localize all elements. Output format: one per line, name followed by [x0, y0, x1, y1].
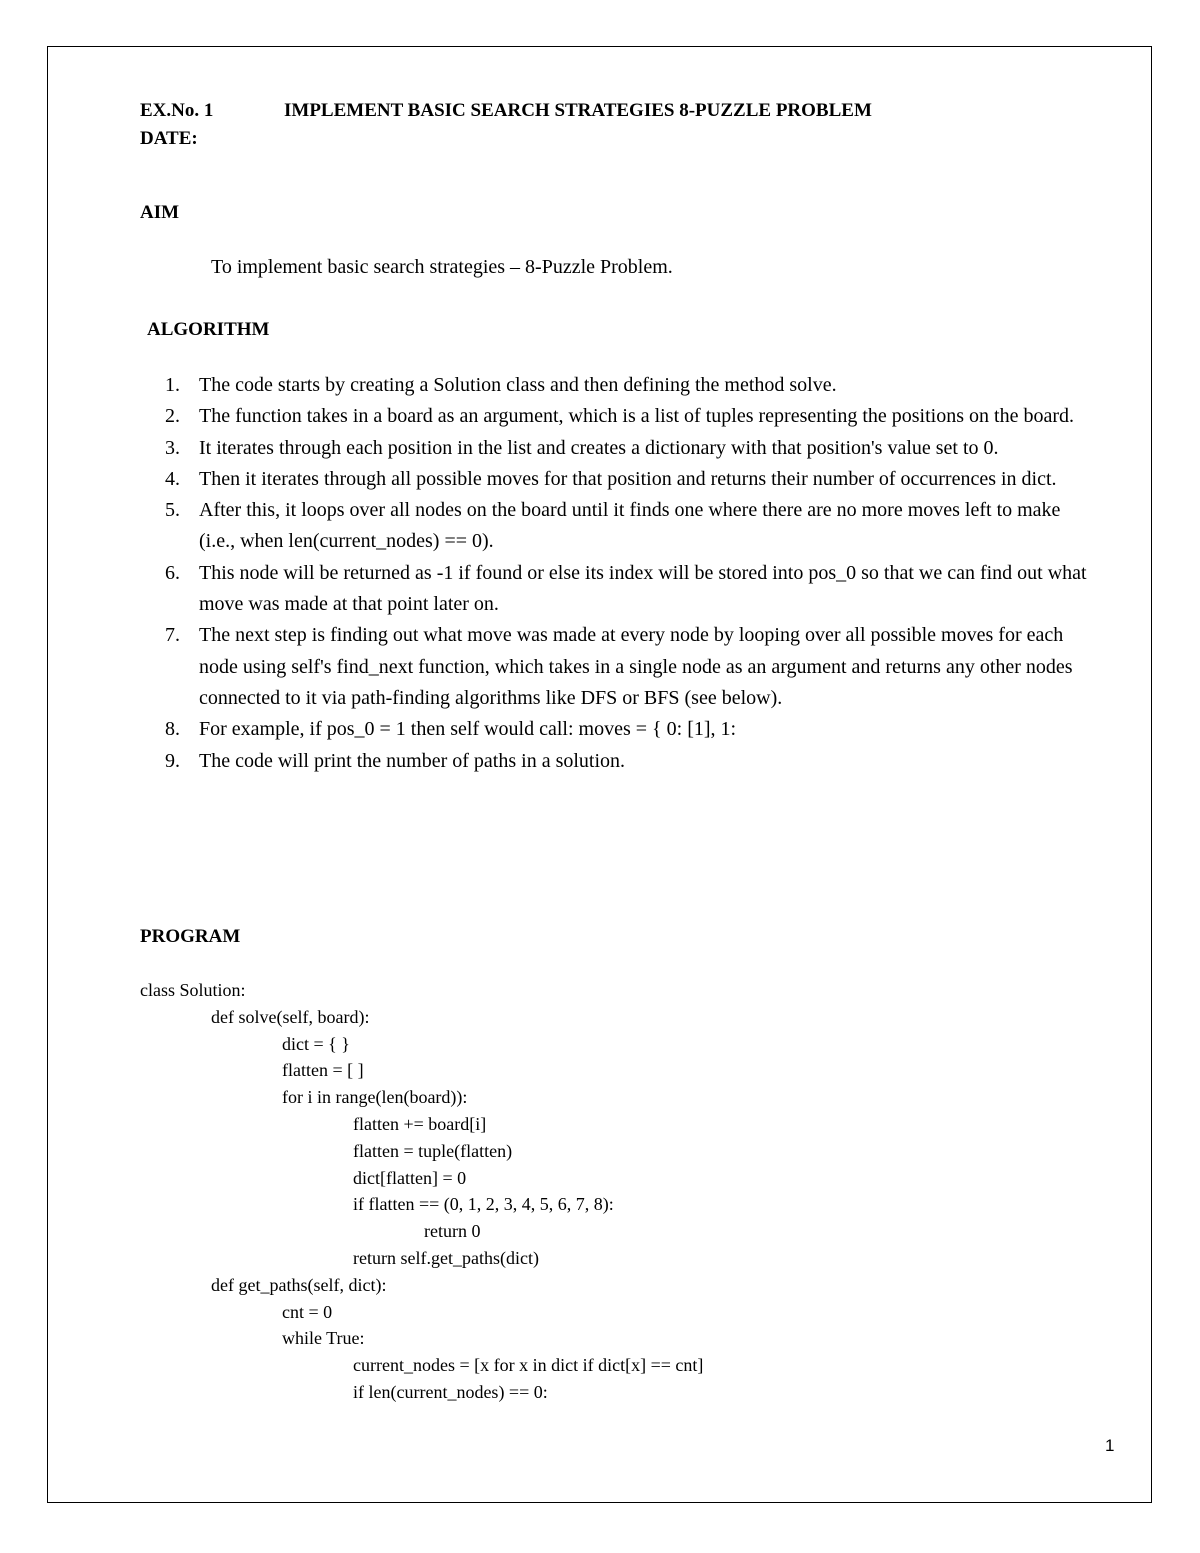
- step-text: Then it iterates through all possible moves for that position and returns their number of occurrences in dict.: [199, 467, 1057, 490]
- algorithm-step: [160, 370, 1100, 401]
- step-number: 8.: [165, 718, 180, 741]
- aim-heading: AIM: [140, 202, 180, 223]
- code-line: flatten += board[i]: [353, 1113, 487, 1134]
- step-text: This node will be returned as -1 if found or else its index will be stored into pos_0 so that we can find out what move was made at that point later on.: [199, 561, 1087, 616]
- code-line: return 0: [424, 1221, 481, 1242]
- step-text: After this, it loops over all nodes on the board until it finds one where there are no more moves left to make (i.e., when len(current_nodes) == 0).: [199, 499, 1061, 553]
- step-text: The code starts by creating a Solution class and then defining the method solve.: [199, 374, 837, 396]
- page-title: IMPLEMENT BASIC SEARCH STRATEGIES 8-PUZZLE PROBLEM: [284, 100, 872, 121]
- date-label: DATE:: [140, 128, 198, 149]
- code-line: dict[flatten] = 0: [353, 1167, 467, 1188]
- step-text: For example, if pos_0 = 1 then self would call: moves = { 0: [1], 1:: [199, 718, 737, 741]
- code-line: flatten = tuple(flatten): [353, 1140, 513, 1161]
- algorithm-steps: [160, 370, 1100, 777]
- algorithm-step: [160, 495, 1100, 558]
- code-line: def solve(self, board):: [211, 1006, 370, 1027]
- aim-text: To implement basic search strategies – 8-Puzzle Problem.: [211, 256, 673, 278]
- algorithm-step: [160, 464, 1100, 495]
- code-line: def get_paths(self, dict):: [211, 1274, 387, 1295]
- step-number: 7.: [165, 624, 180, 647]
- page-number: 1: [1105, 1436, 1115, 1455]
- code-line: while True:: [282, 1328, 365, 1349]
- algorithm-step: [160, 558, 1100, 621]
- program-code: [140, 977, 703, 1406]
- code-line: class Solution:: [140, 980, 246, 1000]
- code-line: cnt = 0: [282, 1301, 333, 1322]
- algorithm-heading: ALGORITHM: [147, 319, 270, 340]
- step-number: 2.: [165, 405, 180, 428]
- step-number: 5.: [165, 499, 180, 522]
- code-line: if len(current_nodes) == 0:: [353, 1381, 548, 1402]
- code-line: return self.get_paths(dict): [353, 1247, 539, 1268]
- code-line: dict = { }: [282, 1033, 350, 1054]
- step-number: 3.: [165, 436, 180, 459]
- algorithm-step: [160, 620, 1100, 714]
- algorithm-step: [160, 714, 1100, 745]
- exercise-number: EX.No. 1: [140, 100, 214, 121]
- algorithm-step: [160, 746, 1100, 777]
- code-line: flatten = [ ]: [282, 1060, 364, 1081]
- step-number: 6.: [165, 561, 180, 584]
- step-number: 9.: [165, 749, 180, 772]
- step-text: The code will print the number of paths in a solution.: [199, 749, 626, 772]
- step-text: The next step is finding out what move was made at every node by looping over all possible moves for each node using self's find_next function, which takes in a single node as an argument and returns any other nodes connected to it via path-finding algorithms like DFS or BFS (see below).: [199, 624, 1073, 709]
- code-line: for i in range(len(board)):: [282, 1087, 468, 1108]
- algorithm-step: [160, 401, 1100, 432]
- step-text: It iterates through each position in the list and creates a dictionary with that position's value set to 0.: [199, 436, 999, 459]
- step-number: 4.: [165, 467, 180, 490]
- algorithm-step: [160, 433, 1100, 464]
- step-number: 1.: [165, 374, 180, 396]
- code-line: current_nodes = [x for x in dict if dict[x] == cnt]: [353, 1355, 704, 1376]
- program-heading: PROGRAM: [140, 926, 241, 947]
- code-line: if flatten == (0, 1, 2, 3, 4, 5, 6, 7, 8):: [353, 1194, 614, 1215]
- step-text: The function takes in a board as an argument, which is a list of tuples representing the positions on the board.: [199, 405, 1074, 428]
